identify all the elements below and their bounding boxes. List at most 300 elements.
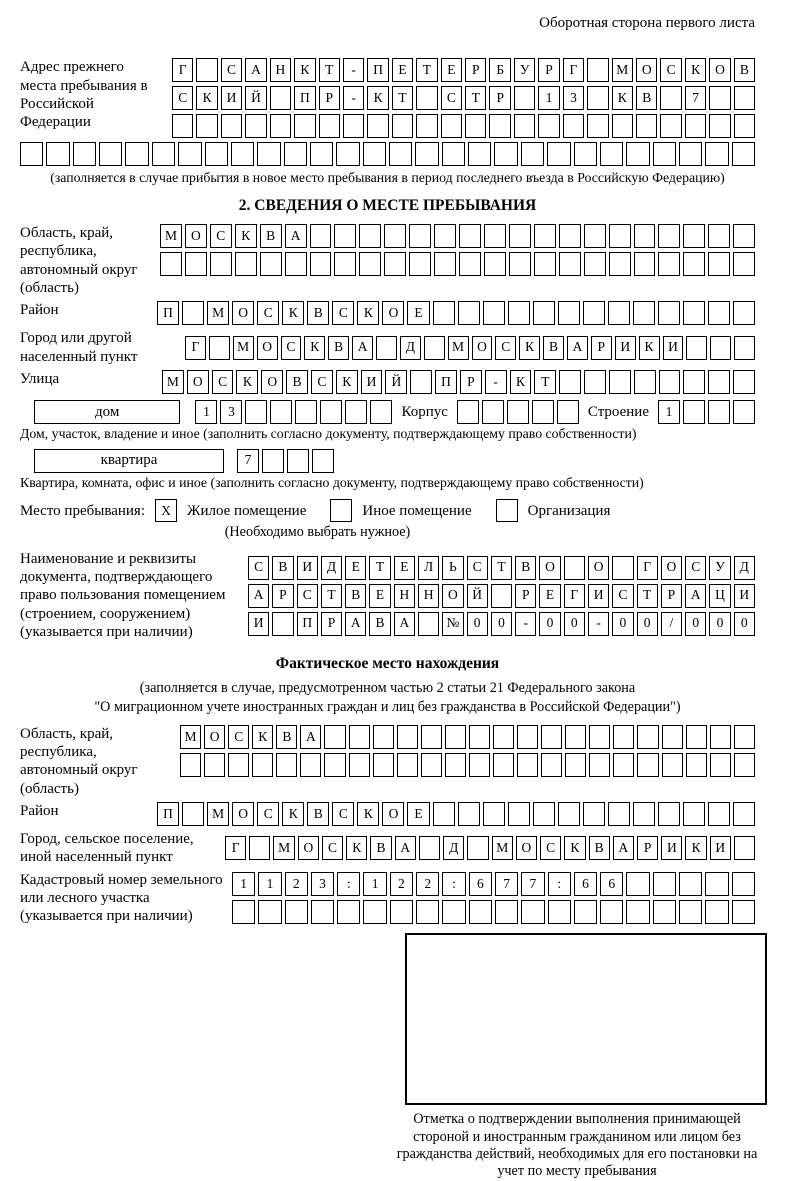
char-cell[interactable]: И: [710, 836, 731, 860]
char-cell[interactable]: [324, 725, 345, 749]
char-cell[interactable]: [587, 114, 608, 138]
char-cell[interactable]: [613, 725, 634, 749]
char-cell[interactable]: -: [515, 612, 536, 636]
char-cell[interactable]: К: [519, 336, 540, 360]
char-cell[interactable]: И: [221, 86, 242, 110]
char-cell[interactable]: [534, 252, 556, 276]
char-cell[interactable]: [324, 753, 345, 777]
char-cell[interactable]: А: [245, 58, 266, 82]
char-cell[interactable]: [658, 252, 680, 276]
char-cell[interactable]: [416, 114, 437, 138]
char-cell[interactable]: [384, 252, 406, 276]
char-cell[interactable]: [397, 725, 418, 749]
char-cell[interactable]: [160, 252, 182, 276]
char-cell[interactable]: [634, 252, 656, 276]
char-cell[interactable]: [634, 370, 656, 394]
char-cell[interactable]: [541, 725, 562, 749]
char-cell[interactable]: [734, 836, 755, 860]
char-cell[interactable]: [285, 900, 308, 924]
char-cell[interactable]: П: [435, 370, 457, 394]
char-cell[interactable]: [559, 370, 581, 394]
char-cell[interactable]: К: [282, 802, 304, 826]
char-cell[interactable]: Д: [400, 336, 421, 360]
char-cell[interactable]: [662, 753, 683, 777]
char-cell[interactable]: [633, 802, 655, 826]
char-cell[interactable]: [260, 252, 282, 276]
char-cell[interactable]: [587, 58, 608, 82]
char-cell[interactable]: А: [345, 612, 366, 636]
char-cell[interactable]: Е: [369, 584, 390, 608]
char-cell[interactable]: [612, 114, 633, 138]
apartment-cells[interactable]: [237, 449, 334, 473]
char-cell[interactable]: Т: [491, 556, 512, 580]
char-cell[interactable]: [534, 224, 556, 248]
char-cell[interactable]: К: [685, 836, 706, 860]
char-cell[interactable]: [538, 114, 559, 138]
char-cell[interactable]: :: [337, 872, 360, 896]
char-cell[interactable]: Т: [369, 556, 390, 580]
char-cell[interactable]: А: [394, 612, 415, 636]
char-cell[interactable]: С: [332, 301, 354, 325]
stay-option-residential-checkbox[interactable]: X: [155, 499, 177, 522]
char-cell[interactable]: С: [495, 336, 516, 360]
char-cell[interactable]: А: [613, 836, 634, 860]
char-cell[interactable]: [533, 802, 555, 826]
char-cell[interactable]: [563, 114, 584, 138]
char-cell[interactable]: [334, 252, 356, 276]
char-cell[interactable]: О: [516, 836, 537, 860]
char-cell[interactable]: [626, 872, 649, 896]
char-cell[interactable]: [294, 114, 315, 138]
char-cell[interactable]: [125, 142, 148, 166]
char-cell[interactable]: В: [369, 612, 390, 636]
char-cell[interactable]: [710, 336, 731, 360]
char-cell[interactable]: [495, 900, 518, 924]
char-cell[interactable]: Й: [385, 370, 407, 394]
char-cell[interactable]: [683, 400, 705, 424]
char-cell[interactable]: [491, 584, 512, 608]
char-cell[interactable]: Г: [563, 58, 584, 82]
char-cell[interactable]: [182, 301, 204, 325]
char-cell[interactable]: Ц: [709, 584, 730, 608]
char-cell[interactable]: 0: [685, 612, 706, 636]
char-cell[interactable]: [587, 86, 608, 110]
char-cell[interactable]: [521, 142, 544, 166]
char-cell[interactable]: К: [685, 58, 706, 82]
char-cell[interactable]: [310, 142, 333, 166]
char-cell[interactable]: [421, 753, 442, 777]
char-cell[interactable]: [152, 142, 175, 166]
char-cell[interactable]: [337, 900, 360, 924]
char-cell[interactable]: [419, 836, 440, 860]
previous-address-row-3[interactable]: [172, 114, 755, 138]
char-cell[interactable]: 0: [637, 612, 658, 636]
char-cell[interactable]: [565, 725, 586, 749]
char-cell[interactable]: [295, 400, 317, 424]
char-cell[interactable]: К: [357, 802, 379, 826]
char-cell[interactable]: [733, 370, 755, 394]
char-cell[interactable]: [708, 400, 730, 424]
char-cell[interactable]: 0: [709, 612, 730, 636]
char-cell[interactable]: [686, 753, 707, 777]
char-cell[interactable]: С: [332, 802, 354, 826]
char-cell[interactable]: О: [185, 224, 207, 248]
char-cell[interactable]: Т: [465, 86, 486, 110]
char-cell[interactable]: К: [236, 370, 258, 394]
char-cell[interactable]: [609, 252, 631, 276]
char-cell[interactable]: [442, 900, 465, 924]
char-cell[interactable]: [370, 400, 392, 424]
char-cell[interactable]: 2: [285, 872, 308, 896]
char-cell[interactable]: [363, 142, 386, 166]
char-cell[interactable]: [732, 142, 755, 166]
actual-city-row[interactable]: [225, 836, 755, 860]
char-cell[interactable]: [270, 114, 291, 138]
char-cell[interactable]: [733, 400, 755, 424]
char-cell[interactable]: 6: [574, 872, 597, 896]
char-cell[interactable]: Е: [407, 301, 429, 325]
char-cell[interactable]: [483, 802, 505, 826]
char-cell[interactable]: [521, 900, 544, 924]
char-cell[interactable]: [659, 370, 681, 394]
char-cell[interactable]: С: [540, 836, 561, 860]
char-cell[interactable]: П: [294, 86, 315, 110]
char-cell[interactable]: 2: [390, 872, 413, 896]
char-cell[interactable]: [660, 86, 681, 110]
char-cell[interactable]: Б: [489, 58, 510, 82]
region-row-1[interactable]: [160, 224, 755, 248]
char-cell[interactable]: 6: [600, 872, 623, 896]
char-cell[interactable]: О: [661, 556, 682, 580]
char-cell[interactable]: [584, 370, 606, 394]
char-cell[interactable]: [685, 114, 706, 138]
char-cell[interactable]: [600, 900, 623, 924]
char-cell[interactable]: [532, 400, 554, 424]
char-cell[interactable]: 2: [416, 872, 439, 896]
char-cell[interactable]: [705, 142, 728, 166]
char-cell[interactable]: 3: [563, 86, 584, 110]
char-cell[interactable]: [458, 802, 480, 826]
char-cell[interactable]: О: [187, 370, 209, 394]
char-cell[interactable]: 3: [220, 400, 242, 424]
document-row-1[interactable]: [248, 556, 755, 580]
char-cell[interactable]: [709, 114, 730, 138]
char-cell[interactable]: С: [441, 86, 462, 110]
char-cell[interactable]: [359, 224, 381, 248]
char-cell[interactable]: [392, 114, 413, 138]
char-cell[interactable]: [421, 725, 442, 749]
char-cell[interactable]: И: [734, 584, 755, 608]
char-cell[interactable]: Н: [394, 584, 415, 608]
char-cell[interactable]: Р: [319, 86, 340, 110]
char-cell[interactable]: [662, 725, 683, 749]
char-cell[interactable]: Н: [418, 584, 439, 608]
char-cell[interactable]: [484, 252, 506, 276]
char-cell[interactable]: [258, 900, 281, 924]
char-cell[interactable]: [733, 224, 755, 248]
char-cell[interactable]: [653, 142, 676, 166]
district-row[interactable]: [157, 301, 755, 325]
char-cell[interactable]: В: [734, 58, 755, 82]
char-cell[interactable]: [334, 224, 356, 248]
char-cell[interactable]: -: [343, 86, 364, 110]
char-cell[interactable]: [734, 725, 755, 749]
char-cell[interactable]: [469, 725, 490, 749]
char-cell[interactable]: Г: [225, 836, 246, 860]
char-cell[interactable]: [609, 224, 631, 248]
char-cell[interactable]: [465, 114, 486, 138]
char-cell[interactable]: А: [395, 836, 416, 860]
char-cell[interactable]: 0: [539, 612, 560, 636]
char-cell[interactable]: [658, 301, 680, 325]
char-cell[interactable]: В: [260, 224, 282, 248]
char-cell[interactable]: [708, 370, 730, 394]
char-cell[interactable]: О: [257, 336, 278, 360]
char-cell[interactable]: [221, 114, 242, 138]
char-cell[interactable]: 0: [564, 612, 585, 636]
char-cell[interactable]: [416, 900, 439, 924]
char-cell[interactable]: [734, 336, 755, 360]
char-cell[interactable]: [284, 142, 307, 166]
actual-region-row-2[interactable]: [180, 753, 755, 777]
char-cell[interactable]: :: [442, 872, 465, 896]
char-cell[interactable]: [626, 900, 649, 924]
char-cell[interactable]: К: [639, 336, 660, 360]
char-cell[interactable]: [182, 802, 204, 826]
char-cell[interactable]: :: [548, 872, 571, 896]
char-cell[interactable]: [509, 224, 531, 248]
char-cell[interactable]: [734, 753, 755, 777]
char-cell[interactable]: Д: [321, 556, 342, 580]
char-cell[interactable]: [679, 872, 702, 896]
cadastre-row-1[interactable]: [232, 872, 755, 896]
char-cell[interactable]: 0: [467, 612, 488, 636]
char-cell[interactable]: [533, 301, 555, 325]
char-cell[interactable]: №: [442, 612, 463, 636]
char-cell[interactable]: [99, 142, 122, 166]
char-cell[interactable]: [633, 301, 655, 325]
char-cell[interactable]: 0: [734, 612, 755, 636]
char-cell[interactable]: [584, 252, 606, 276]
char-cell[interactable]: О: [382, 301, 404, 325]
char-cell[interactable]: С: [311, 370, 333, 394]
char-cell[interactable]: А: [248, 584, 269, 608]
char-cell[interactable]: [626, 142, 649, 166]
char-cell[interactable]: [683, 252, 705, 276]
char-cell[interactable]: [441, 114, 462, 138]
korpus-cells[interactable]: [457, 400, 579, 424]
char-cell[interactable]: [683, 802, 705, 826]
char-cell[interactable]: О: [636, 58, 657, 82]
char-cell[interactable]: [507, 400, 529, 424]
previous-address-row-1[interactable]: [172, 58, 755, 82]
char-cell[interactable]: Р: [637, 836, 658, 860]
char-cell[interactable]: Г: [637, 556, 658, 580]
char-cell[interactable]: М: [448, 336, 469, 360]
char-cell[interactable]: Е: [407, 802, 429, 826]
char-cell[interactable]: [489, 114, 510, 138]
char-cell[interactable]: М: [207, 802, 229, 826]
char-cell[interactable]: [600, 142, 623, 166]
char-cell[interactable]: [734, 86, 755, 110]
char-cell[interactable]: И: [661, 836, 682, 860]
char-cell[interactable]: Е: [539, 584, 560, 608]
char-cell[interactable]: [710, 725, 731, 749]
char-cell[interactable]: П: [157, 802, 179, 826]
char-cell[interactable]: В: [370, 836, 391, 860]
char-cell[interactable]: [708, 224, 730, 248]
char-cell[interactable]: О: [298, 836, 319, 860]
char-cell[interactable]: [445, 753, 466, 777]
char-cell[interactable]: Р: [515, 584, 536, 608]
char-cell[interactable]: [558, 301, 580, 325]
char-cell[interactable]: [708, 252, 730, 276]
char-cell[interactable]: [508, 802, 530, 826]
char-cell[interactable]: [547, 142, 570, 166]
char-cell[interactable]: В: [543, 336, 564, 360]
char-cell[interactable]: 7: [495, 872, 518, 896]
char-cell[interactable]: [459, 224, 481, 248]
char-cell[interactable]: С: [221, 58, 242, 82]
char-cell[interactable]: [583, 802, 605, 826]
char-cell[interactable]: [541, 753, 562, 777]
char-cell[interactable]: [410, 370, 432, 394]
char-cell[interactable]: [483, 301, 505, 325]
char-cell[interactable]: [636, 114, 657, 138]
char-cell[interactable]: [589, 753, 610, 777]
char-cell[interactable]: [270, 86, 291, 110]
char-cell[interactable]: Е: [392, 58, 413, 82]
char-cell[interactable]: [493, 725, 514, 749]
char-cell[interactable]: [514, 86, 535, 110]
char-cell[interactable]: [705, 872, 728, 896]
char-cell[interactable]: О: [442, 584, 463, 608]
char-cell[interactable]: Л: [418, 556, 439, 580]
char-cell[interactable]: [734, 114, 755, 138]
char-cell[interactable]: С: [281, 336, 302, 360]
char-cell[interactable]: [262, 449, 284, 473]
previous-address-row-4[interactable]: [20, 142, 755, 166]
char-cell[interactable]: 0: [612, 612, 633, 636]
char-cell[interactable]: [458, 301, 480, 325]
char-cell[interactable]: [732, 900, 755, 924]
char-cell[interactable]: [245, 114, 266, 138]
char-cell[interactable]: М: [180, 725, 201, 749]
char-cell[interactable]: Й: [467, 584, 488, 608]
char-cell[interactable]: Т: [416, 58, 437, 82]
char-cell[interactable]: [245, 400, 267, 424]
char-cell[interactable]: [349, 753, 370, 777]
char-cell[interactable]: [336, 142, 359, 166]
char-cell[interactable]: [559, 224, 581, 248]
char-cell[interactable]: [359, 252, 381, 276]
char-cell[interactable]: 1: [258, 872, 281, 896]
char-cell[interactable]: Г: [172, 58, 193, 82]
char-cell[interactable]: 7: [685, 86, 706, 110]
char-cell[interactable]: Е: [441, 58, 462, 82]
char-cell[interactable]: [584, 224, 606, 248]
char-cell[interactable]: И: [588, 584, 609, 608]
char-cell[interactable]: [732, 872, 755, 896]
char-cell[interactable]: [363, 900, 386, 924]
char-cell[interactable]: С: [467, 556, 488, 580]
char-cell[interactable]: [683, 224, 705, 248]
char-cell[interactable]: Т: [321, 584, 342, 608]
char-cell[interactable]: С: [612, 584, 633, 608]
char-cell[interactable]: И: [248, 612, 269, 636]
char-cell[interactable]: [658, 224, 680, 248]
char-cell[interactable]: [517, 725, 538, 749]
char-cell[interactable]: [583, 301, 605, 325]
char-cell[interactable]: [252, 753, 273, 777]
char-cell[interactable]: [609, 370, 631, 394]
char-cell[interactable]: [300, 753, 321, 777]
char-cell[interactable]: [276, 753, 297, 777]
char-cell[interactable]: [210, 252, 232, 276]
char-cell[interactable]: Р: [591, 336, 612, 360]
region-row-2[interactable]: [160, 252, 755, 276]
char-cell[interactable]: 0: [491, 612, 512, 636]
char-cell[interactable]: [613, 753, 634, 777]
char-cell[interactable]: [565, 753, 586, 777]
char-cell[interactable]: М: [162, 370, 184, 394]
char-cell[interactable]: Г: [564, 584, 585, 608]
char-cell[interactable]: М: [492, 836, 513, 860]
stay-option-other-checkbox[interactable]: [330, 499, 352, 522]
char-cell[interactable]: В: [276, 725, 297, 749]
char-cell[interactable]: [557, 400, 579, 424]
char-cell[interactable]: [653, 872, 676, 896]
char-cell[interactable]: [228, 753, 249, 777]
char-cell[interactable]: 3: [311, 872, 334, 896]
char-cell[interactable]: [287, 449, 309, 473]
char-cell[interactable]: [349, 725, 370, 749]
char-cell[interactable]: О: [539, 556, 560, 580]
char-cell[interactable]: [658, 802, 680, 826]
char-cell[interactable]: [574, 142, 597, 166]
char-cell[interactable]: [457, 400, 479, 424]
char-cell[interactable]: К: [196, 86, 217, 110]
char-cell[interactable]: [178, 142, 201, 166]
char-cell[interactable]: К: [612, 86, 633, 110]
char-cell[interactable]: [310, 252, 332, 276]
char-cell[interactable]: Е: [394, 556, 415, 580]
char-cell[interactable]: [442, 142, 465, 166]
char-cell[interactable]: С: [257, 301, 279, 325]
char-cell[interactable]: С: [212, 370, 234, 394]
char-cell[interactable]: О: [472, 336, 493, 360]
char-cell[interactable]: С: [685, 556, 706, 580]
char-cell[interactable]: [424, 336, 445, 360]
char-cell[interactable]: С: [172, 86, 193, 110]
char-cell[interactable]: В: [328, 336, 349, 360]
char-cell[interactable]: А: [285, 224, 307, 248]
char-cell[interactable]: /: [661, 612, 682, 636]
char-cell[interactable]: [733, 301, 755, 325]
char-cell[interactable]: [345, 400, 367, 424]
char-cell[interactable]: [637, 725, 658, 749]
char-cell[interactable]: [20, 142, 43, 166]
char-cell[interactable]: [683, 301, 705, 325]
char-cell[interactable]: [397, 753, 418, 777]
char-cell[interactable]: К: [336, 370, 358, 394]
char-cell[interactable]: 1: [658, 400, 680, 424]
char-cell[interactable]: С: [228, 725, 249, 749]
char-cell[interactable]: О: [588, 556, 609, 580]
char-cell[interactable]: [209, 336, 230, 360]
char-cell[interactable]: Т: [392, 86, 413, 110]
char-cell[interactable]: [708, 802, 730, 826]
